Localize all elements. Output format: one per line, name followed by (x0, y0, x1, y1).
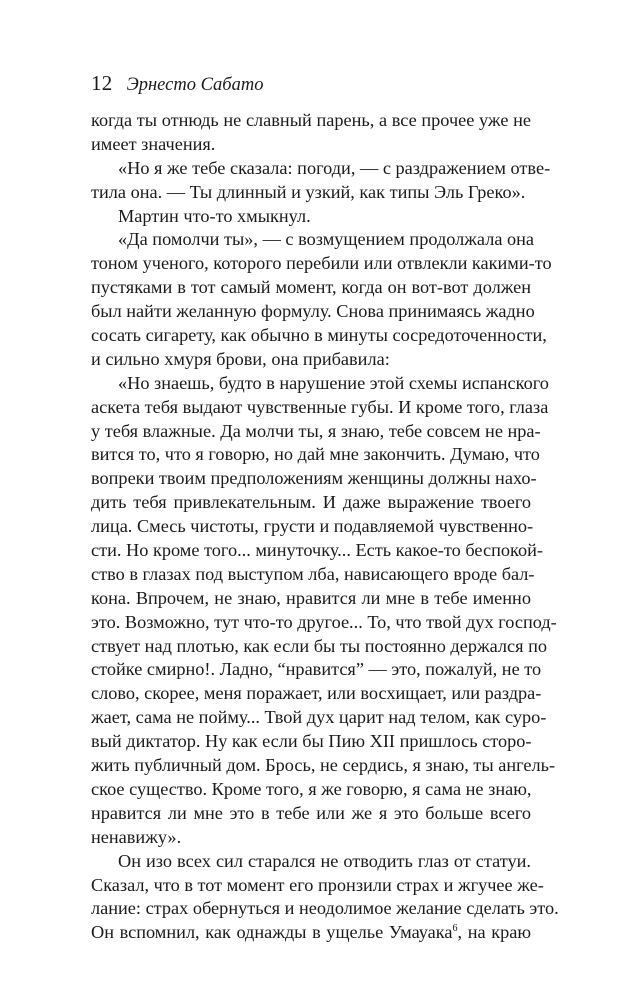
text-line: Мартин что-то хмыкнул. (118, 205, 311, 226)
text-line: лание: страх обернуться и неодолимое желание сделать это. (91, 898, 559, 919)
text-line: аскета тебя выдают чувственные губы. И кроме того, глаза (91, 396, 549, 417)
text-line: вится то, что я говорю, но дай мне закончить. Думаю, что (91, 444, 540, 465)
text-line: жить публичный дом. Брось, не сердись, я знаю, ты ангель- (91, 755, 556, 776)
text-segment: , на краю (457, 922, 531, 943)
text-line: дить тебя привлекательным. И даже выражение твоего (91, 492, 531, 513)
footnote-marker[interactable]: 6 (452, 923, 458, 935)
text-line: ненавижу». (91, 826, 182, 847)
text-line: сосать сигарету, как обычно в минуты сосредоточенности, (91, 325, 547, 346)
text-line: имеет значения. (91, 133, 216, 154)
text-line: нравится ли мне это в тебе или же я это больше всего (91, 802, 531, 823)
text-line: пустяками в тот самый момент, когда он вот-вот должен (91, 277, 531, 298)
text-line: сти. Но кроме того... минуточку... Есть какое-то беспокой- (91, 540, 543, 561)
text-line: ство в глазах под выступом лба, нависающего вроде бал- (91, 563, 535, 584)
text-line: вопреки твоим предположениям женщины должны нахо- (91, 468, 537, 489)
text-line: лица. Смесь чистоты, грусти и подавляемой чувственно- (91, 516, 534, 537)
text-line: стойке смирно!. Ладно, “нравится” — это, пожалуй, не то (91, 659, 542, 680)
text-line: был найти желанную формулу. Снова принимаясь жадно (91, 301, 535, 322)
text-line: вый диктатор. Ну как если бы Пию XII пришлось сторо- (91, 731, 532, 752)
text-line: ствует над плотью, как если бы ты постоянно держался по (91, 635, 548, 656)
text-line: слово, скорее, меня поражает, или восхищает, или раздра- (91, 683, 542, 704)
text-line: тоном ученого, которого перебили или отвлекли какими-то (91, 253, 552, 274)
text-line: жает, сама не пойму... Твой дух царит над телом, как суро- (91, 707, 547, 728)
text-line: когда ты отнюдь не славный парень, а все прочее уже не (91, 110, 531, 130)
text-line: и сильно хмуря брови, она прибавила: (91, 348, 390, 369)
running-head (91, 71, 263, 95)
text-line: это. Возможно, тут что-то другое... То, что твой дух господ- (91, 611, 557, 632)
text-line: Он изо всех сил старался не отводить глаз от статуи. (118, 850, 531, 871)
text-line-with-footnote (91, 921, 531, 945)
text-segment: Он вспомнил, как однажды в ущелье Умауака (91, 922, 453, 943)
text-line: у тебя влажные. Да молчи ты, я знаю, тебе совсем не нра- (91, 420, 541, 441)
text-line: «Но я же тебе сказала: погоди, — с раздражением отве- (118, 157, 551, 178)
text-line: «Но знаешь, будто в нарушение этой схемы испанского (118, 372, 549, 393)
text-line: тила она. — Ты длинный и узкий, как типы Эль Греко». (91, 181, 526, 202)
text-line: «Да помолчи ты», — с возмущением продолжала она (118, 229, 535, 250)
page-number: 12 (91, 71, 113, 95)
text-line: Сказал, что в тот момент его пронзили страх и жгучее же- (91, 874, 544, 895)
running-title: Эрнесто Сабато (126, 75, 264, 95)
text-line: кона. Впрочем, не знаю, нравится ли мне в тебе именно (91, 587, 531, 608)
body-text (91, 109, 559, 945)
text-line: ское существо. Кроме того, я же говорю, я сама не знаю, (91, 778, 532, 799)
